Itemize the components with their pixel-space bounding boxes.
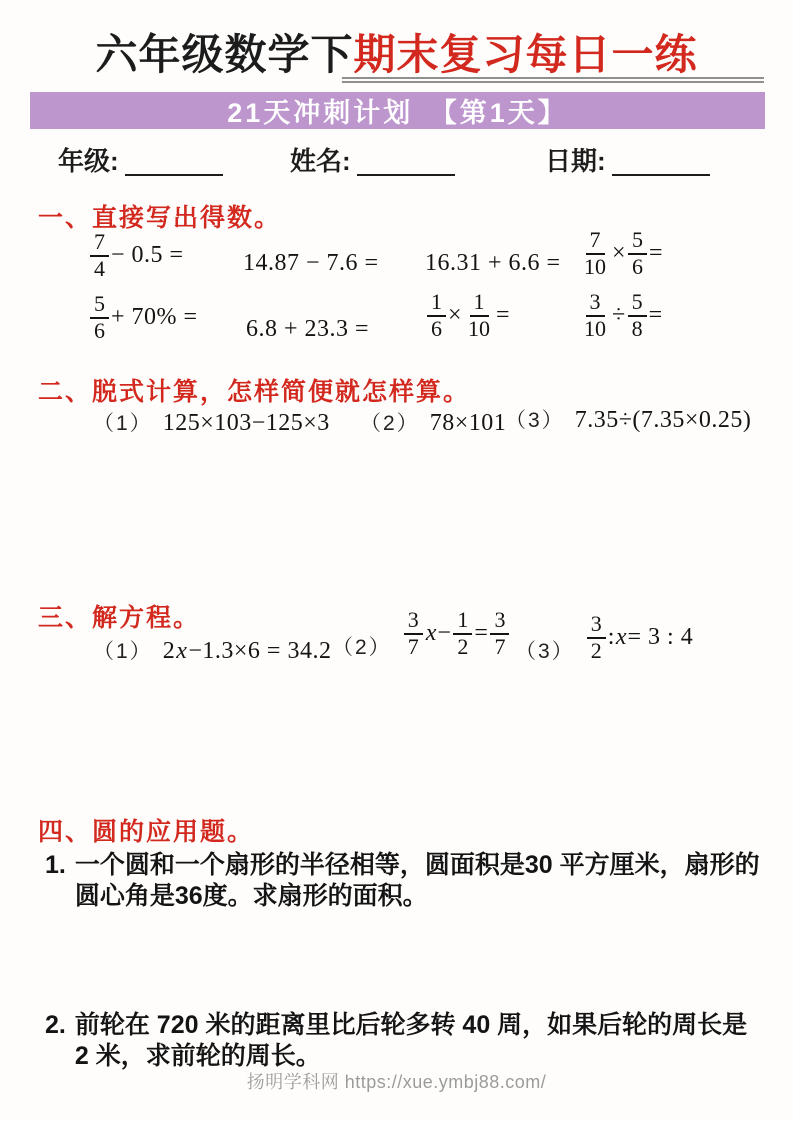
fraction-denominator: 6 [94,317,105,343]
variable-x: x [425,620,437,647]
grade-label: 年级: [58,146,119,176]
fraction-numerator: 3 [490,608,509,635]
page-title-black: 六年级数学下 [95,31,354,78]
s4-problem-2 [45,1010,767,1072]
expression-text: + 70% = [111,304,198,331]
fraction-numerator: 7 [586,228,605,255]
coefficient: 2 [162,638,176,664]
expression-text: 7.35÷(7.35×0.25) [574,407,752,433]
problem-number: （1） [93,639,153,663]
s2-problem-3 [505,407,751,434]
fraction-numerator: 3 [587,612,606,639]
s1-problem-3 [425,250,561,277]
expression-tail: = 3 : 4 [627,624,694,651]
problem-number: 1. [45,851,66,879]
section3-heading: 三、解方程。 [38,604,201,632]
expression-text [163,638,332,665]
expression-text: 16.31 + 6.6 = [425,250,561,276]
s1-problem-1 [88,230,184,281]
name-label: 姓名: [290,146,351,176]
s1-problem-4 [578,228,663,279]
s4-problem-1 [45,850,767,912]
page-title-red: 期末复习每日一练 [353,31,698,78]
fraction-numerator: 5 [628,228,647,255]
fraction [464,290,494,341]
fraction [628,228,647,279]
equals-sign: = [649,240,664,267]
fraction-denominator: 7 [407,633,419,659]
fraction-denominator: 4 [94,255,105,281]
fraction-denominator: 10 [584,253,606,279]
expression-text: 78×101 [429,410,507,436]
expression-text: 6.8 + 23.3 = [246,316,370,342]
operator: ÷ [612,302,626,329]
fraction-numerator: 5 [628,290,647,317]
s1-problem-7 [425,290,510,341]
grade-blank-line [125,152,223,176]
expression-text: 14.87 − 7.6 = [243,250,379,276]
s3-problem-3 [515,612,693,663]
fraction-numerator: 1 [470,290,489,317]
date-label: 日期: [545,146,606,176]
fraction [453,608,472,659]
fraction-denominator: 8 [631,315,643,341]
fraction [427,290,446,341]
s2-problem-2 [360,410,506,437]
variable-x: x [176,638,188,664]
expression-tail: −1.3×6 = 34.2 [188,638,332,664]
fraction [580,290,610,341]
operator: − [437,620,452,647]
fraction [490,608,509,659]
fraction-denominator: 2 [590,637,602,663]
fraction-numerator: 3 [404,608,423,635]
problem-number: （2） [332,636,392,660]
date-blank-line [612,152,710,176]
problem-number: 2. [45,1011,66,1039]
problem-number: （3） [515,640,575,664]
page-title [0,22,793,82]
problem-text: 前轮在 720 米的距离里比后轮多转 40 周，如果后轮的周长是 2 米，求前轮的周长。 [74,1011,748,1070]
operator: × [612,240,627,267]
name-blank-line [357,152,455,176]
day-banner [30,92,765,129]
s2-problem-1 [93,410,330,437]
section4-heading: 四、圆的应用题。 [38,818,255,846]
fraction [90,292,109,343]
s3-problem-1 [93,638,331,665]
problem-number: （3） [505,408,565,432]
s3-problem-2 [332,608,511,659]
s1-problem-2 [243,250,379,277]
fraction-numerator: 7 [90,230,109,257]
fraction-denominator: 10 [584,315,606,341]
date-field [545,146,710,176]
fraction-denominator: 7 [494,633,506,659]
ratio-colon: : [607,624,615,651]
fraction-numerator: 1 [427,290,446,317]
fraction [587,612,606,663]
grade-field [58,146,223,176]
site-watermark: 扬明学科网 https://xue.ymbj88.com/ [246,1072,547,1092]
fraction [90,230,109,281]
problem-number: （1） [93,411,153,435]
fraction [580,228,610,279]
title-double-underline [342,77,764,83]
fraction [404,608,423,659]
s1-problem-5 [88,292,198,343]
problem-number: （2） [360,411,420,435]
fraction [628,290,647,341]
problem-text: 一个圆和一个扇形的半径相等，圆面积是30 平方厘米，扇形的圆心角是36度。求扇形的面积。 [74,851,760,910]
s1-problem-6 [246,316,369,343]
expression-text: 125×103−125×3 [162,410,330,436]
section2-heading: 二、脱式计算，怎样简便就怎样算。 [38,378,471,406]
fraction-numerator: 5 [90,292,109,319]
expression-text: − 0.5 = [111,242,184,269]
operator: × [448,302,463,329]
variable-x: x [615,624,627,651]
fraction-denominator: 6 [632,253,644,279]
fraction-denominator: 6 [431,315,442,341]
day-banner-text: 21天冲刺计划 【第1天】 [227,98,568,128]
fraction-numerator: 3 [586,290,605,317]
section1-heading: 一、直接写出得数。 [38,204,282,232]
name-field [290,146,455,176]
fraction-denominator: 10 [468,315,491,341]
fraction-numerator: 1 [453,608,472,635]
equals-sign: = [648,302,663,329]
s1-problem-8 [578,290,663,341]
equals-sign: = [496,302,511,329]
equals-sign: = [474,620,489,647]
fraction-denominator: 2 [457,633,469,659]
